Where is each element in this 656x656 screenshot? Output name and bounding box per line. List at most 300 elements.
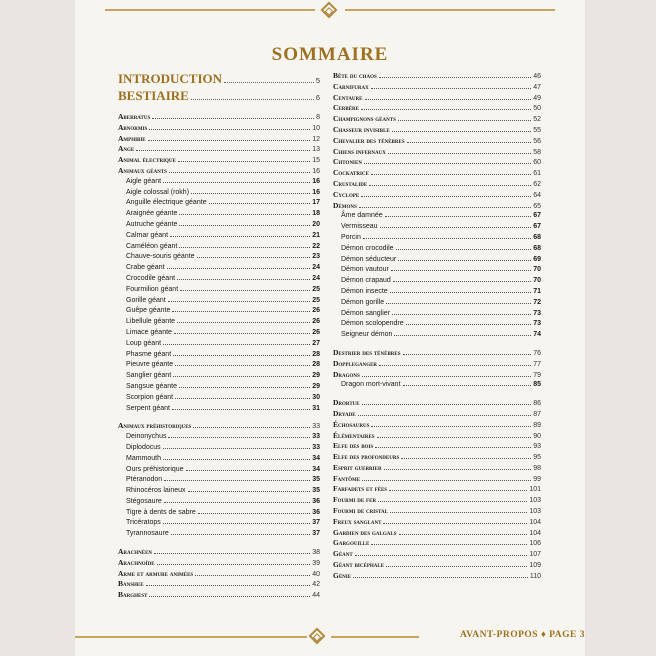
toc-subentry[interactable]	[118, 188, 320, 199]
toc-page-number: 69	[533, 255, 541, 263]
toc-entry-title: Vermisseau	[341, 223, 378, 231]
dot-leader	[209, 203, 311, 204]
top-rule-right	[345, 9, 555, 11]
dot-leader	[195, 575, 310, 576]
dot-leader	[363, 238, 531, 239]
toc-entry-title: Chevalier des ténèbres	[333, 135, 405, 145]
dot-leader	[178, 161, 310, 162]
dot-leader	[167, 268, 311, 269]
toc-entry-title: Pieuvre géante	[126, 361, 174, 369]
dot-leader	[371, 174, 531, 175]
toc-entry-title: Démon scolopendre	[341, 320, 404, 328]
document-page	[75, 0, 585, 656]
toc-page-number: 93	[533, 443, 541, 451]
toc-entry-title: Centaure	[333, 92, 363, 102]
dot-leader	[386, 566, 527, 567]
toc-page-number: 28	[312, 361, 320, 369]
toc-entry-title: Libellule géante	[126, 318, 176, 326]
toc-entry[interactable]	[333, 474, 541, 485]
toc-page-number: 86	[533, 400, 541, 408]
dot-leader	[175, 398, 310, 399]
toc-entry[interactable]	[333, 147, 541, 158]
dot-leader	[385, 216, 532, 217]
toc-entry-title: Élémentaires	[333, 430, 375, 440]
toc-page-number: 74	[533, 331, 541, 339]
toc-entry[interactable]	[333, 431, 541, 442]
toc-subentry[interactable]	[333, 222, 541, 233]
toc-page-number: 46	[533, 73, 541, 80]
dot-leader	[154, 553, 310, 554]
dot-leader	[375, 447, 531, 448]
toc-entry-title: Elfe des profondeurs	[333, 452, 400, 462]
toc-page-number: 64	[533, 191, 541, 199]
toc-entry[interactable]	[333, 370, 541, 381]
toc-gap	[333, 391, 541, 398]
toc-page-number: 65	[533, 202, 541, 210]
dot-leader	[392, 314, 531, 315]
dot-leader	[146, 585, 311, 586]
dot-leader	[179, 247, 310, 248]
toc-entry-title: Animaux préhistoriques	[118, 421, 192, 431]
toc-entry-title: Géant bicéphale	[333, 560, 385, 570]
toc-entry-title: Scorpion géant	[126, 393, 174, 401]
toc-page-number: 101	[529, 486, 541, 494]
toc-page-number: 89	[533, 421, 541, 429]
toc-subentry[interactable]	[333, 211, 541, 222]
toc-entry-title: Anguille électrique géante	[126, 199, 207, 207]
dot-leader	[198, 513, 310, 514]
toc-entry[interactable]	[118, 134, 320, 145]
toc-entry[interactable]	[333, 409, 541, 420]
toc-entry-title: Serpent géant	[126, 404, 170, 412]
toc-page-number: 12	[312, 135, 320, 143]
toc-subentry[interactable]	[118, 497, 320, 508]
toc-entry[interactable]	[333, 484, 541, 495]
dot-leader	[380, 227, 532, 228]
toc-page-number: 99	[533, 475, 541, 483]
toc-entry[interactable]	[333, 71, 541, 82]
toc-gap	[118, 105, 320, 112]
toc-subentry[interactable]	[333, 330, 541, 341]
toc-entry-title: Animaux géants	[118, 165, 167, 175]
dot-leader	[179, 214, 310, 215]
toc-subentry[interactable]	[333, 380, 541, 391]
toc-subentry[interactable]	[118, 198, 320, 209]
toc-subentry[interactable]	[118, 177, 320, 188]
toc-page-number: 56	[533, 137, 541, 145]
toc-page-number: 103	[529, 497, 541, 505]
bottom-rule-right	[331, 636, 419, 638]
dot-leader	[362, 480, 531, 481]
toc-page-number: 25	[312, 296, 320, 304]
toc-entry-title: Farfadets et fées	[333, 484, 388, 494]
toc-subentry[interactable]	[333, 276, 541, 287]
toc-entry[interactable]	[118, 569, 320, 580]
dot-leader	[186, 470, 311, 471]
toc-page-number: 36	[312, 508, 320, 516]
dot-leader	[359, 207, 531, 208]
dot-leader	[388, 153, 531, 154]
dot-leader	[393, 281, 531, 282]
dot-leader	[188, 491, 311, 492]
toc-page-number: 33	[312, 433, 320, 441]
toc-entry-title: Tricératops	[126, 519, 161, 527]
dot-leader	[362, 404, 532, 405]
toc-subentry[interactable]	[118, 465, 320, 476]
toc-entry-title: Échosaurus	[333, 419, 370, 429]
toc-entry[interactable]	[118, 166, 320, 177]
toc-entry-title: Génie	[333, 570, 352, 580]
dot-leader	[224, 82, 314, 83]
toc-subentry[interactable]	[118, 350, 320, 361]
toc-page-number: 16	[312, 188, 320, 196]
dot-leader	[191, 193, 310, 194]
toc-entry[interactable]	[118, 123, 320, 134]
toc-gap	[118, 414, 320, 421]
toc-subentry[interactable]	[118, 339, 320, 350]
toc-page-number: 20	[312, 220, 320, 228]
toc-entry-title: Barghest	[118, 590, 148, 600]
dot-leader	[148, 140, 311, 141]
toc-subentry[interactable]	[118, 360, 320, 371]
toc-subentry[interactable]	[118, 518, 320, 529]
toc-entry[interactable]	[333, 82, 541, 93]
dot-leader	[391, 270, 531, 271]
toc-entry-title: BESTIAIRE	[118, 88, 189, 103]
toc-page-number: 35	[312, 476, 320, 484]
dot-leader	[172, 311, 310, 312]
dot-leader	[371, 544, 527, 545]
toc-entry[interactable]	[333, 93, 541, 104]
toc-entry[interactable]	[333, 190, 541, 201]
toc-entry-title: Abnormis	[118, 122, 148, 132]
toc-subentry[interactable]	[333, 233, 541, 244]
dot-leader	[177, 279, 310, 280]
dot-leader	[358, 415, 532, 416]
bottom-ornament-icon	[309, 628, 326, 645]
toc-page-number: 109	[529, 562, 541, 570]
toc-entry[interactable]	[333, 495, 541, 506]
toc-page-number: 104	[529, 529, 541, 537]
toc-subentry[interactable]	[118, 454, 320, 465]
toc-page-number: 34	[312, 465, 320, 473]
dot-leader	[389, 490, 527, 491]
toc-subentry[interactable]	[118, 263, 320, 274]
toc-page-number: 50	[533, 105, 541, 113]
toc-page-number: 29	[312, 372, 320, 380]
toc-page-number: 37	[312, 530, 320, 538]
dot-leader	[173, 376, 310, 377]
toc-page-number: 47	[533, 83, 541, 91]
toc-page-number: 90	[533, 432, 541, 440]
toc-page-number: 28	[312, 350, 320, 358]
dot-leader	[396, 249, 532, 250]
toc-entry-title: Guêpe géante	[126, 307, 171, 315]
toc-entry-title: Démon séducteur	[341, 255, 397, 263]
dot-leader	[401, 458, 531, 459]
toc-entry-title: Chtonien	[333, 157, 362, 167]
toc-subentry[interactable]	[118, 443, 320, 454]
toc-page-number: 67	[533, 212, 541, 220]
toc-entry[interactable]	[333, 125, 541, 136]
toc-subentry[interactable]	[118, 220, 320, 231]
toc-entry[interactable]	[333, 114, 541, 125]
toc-page-number: 25	[312, 285, 320, 293]
dot-leader	[362, 376, 531, 377]
toc-page-number: 27	[312, 339, 320, 347]
toc-page-number: 26	[312, 328, 320, 336]
dot-leader	[386, 303, 531, 304]
toc-entry-title: Sangsue géante	[126, 382, 177, 390]
dot-leader	[383, 523, 527, 524]
dot-leader	[149, 596, 310, 597]
toc-entry[interactable]	[333, 517, 541, 528]
toc-entry-title: Dryade	[333, 408, 356, 418]
toc-subentry[interactable]	[118, 306, 320, 317]
dot-leader	[364, 163, 531, 164]
toc-entry[interactable]	[118, 144, 320, 155]
bottom-rule-left	[75, 636, 307, 638]
toc-entry-title: Gardien des galgals	[333, 527, 397, 537]
toc-entry-title: Diplodocus	[126, 443, 161, 451]
toc-entry-title: Arachnéen	[118, 547, 153, 557]
dot-leader	[175, 365, 310, 366]
dot-leader	[174, 333, 310, 334]
toc-page-number: 71	[533, 287, 541, 295]
toc-entry-title: Porcin	[341, 233, 361, 241]
toc-entry[interactable]	[333, 528, 541, 539]
toc-page-number: 26	[312, 307, 320, 315]
toc-entry-title: Ours préhistorique	[126, 465, 184, 473]
dot-leader	[170, 236, 310, 237]
toc-entry[interactable]	[333, 398, 541, 409]
toc-subentry[interactable]	[118, 393, 320, 404]
toc-entry[interactable]	[333, 136, 541, 147]
toc-entry-title: Démon gorille	[341, 298, 385, 306]
toc-page-number: 18	[312, 210, 320, 218]
toc-page-number: 13	[312, 146, 320, 154]
toc-entry-title: Crustalide	[333, 178, 368, 188]
toc-subentry[interactable]	[118, 209, 320, 220]
toc-subentry[interactable]	[118, 529, 320, 540]
toc-page-number: 62	[533, 180, 541, 188]
toc-page-number: 106	[529, 540, 541, 548]
toc-entry[interactable]	[333, 560, 541, 571]
toc-entry-title: Démon insecte	[341, 287, 388, 295]
toc-gap	[118, 540, 320, 547]
toc-subentry[interactable]	[118, 508, 320, 519]
toc-entry-title: Mammouth	[126, 454, 162, 462]
toc-entry[interactable]	[333, 452, 541, 463]
toc-section-heading[interactable]	[118, 71, 320, 88]
toc-entry-title: Bête du chaos	[333, 71, 377, 80]
toc-entry-title: Phasme géant	[126, 350, 172, 358]
toc-entry-title: Arme et armure animées	[118, 568, 194, 578]
toc-subentry[interactable]	[333, 298, 541, 309]
toc-subentry[interactable]	[333, 319, 541, 330]
toc-subentry[interactable]	[118, 231, 320, 242]
toc-entry-title: Fourmi de fer	[333, 495, 377, 505]
toc-entry-title: Aberratus	[118, 112, 151, 121]
toc-page-number: 36	[312, 497, 320, 505]
toc-entry[interactable]	[333, 168, 541, 179]
dot-leader	[163, 344, 310, 345]
dot-leader	[163, 459, 310, 460]
toc-page-number: 107	[529, 551, 541, 559]
toc-entry-title: Crocodile géant	[126, 274, 176, 282]
toc-page-number: 77	[533, 360, 541, 368]
toc-entry[interactable]	[333, 348, 541, 359]
dot-leader	[168, 301, 311, 302]
toc-subentry[interactable]	[118, 432, 320, 443]
toc-entry[interactable]	[333, 201, 541, 212]
toc-entry-title: Fourmi de cristal	[333, 506, 388, 516]
toc-page-number: 8	[316, 114, 320, 121]
toc-entry[interactable]	[118, 590, 320, 601]
toc-entry[interactable]	[333, 179, 541, 190]
toc-subentry[interactable]	[333, 244, 541, 255]
toc-subentry[interactable]	[118, 328, 320, 339]
toc-entry-title: Freux sanglant	[333, 516, 382, 526]
toc-entry-title: Gorille géant	[126, 296, 166, 304]
toc-entry[interactable]	[333, 538, 541, 549]
toc-section-heading[interactable]	[118, 88, 320, 105]
toc-subentry[interactable]	[333, 255, 541, 266]
toc-page-number: 33	[312, 443, 320, 451]
toc-page-number: 67	[533, 223, 541, 231]
dot-leader	[164, 502, 310, 503]
toc-entry-title: Dragons	[333, 369, 360, 379]
toc-entry-title: Aigle géant	[126, 177, 162, 185]
toc-entry-title: Chauve-souris géante	[126, 253, 195, 261]
toc-page-number: 87	[533, 410, 541, 418]
toc-page-number: 17	[312, 199, 320, 207]
toc-subentry[interactable]	[118, 382, 320, 393]
toc-page-number: 40	[312, 570, 320, 578]
toc-subentry[interactable]	[118, 404, 320, 415]
toc-entry-title: Sanglier géant	[126, 372, 172, 380]
toc-entry[interactable]	[118, 558, 320, 569]
toc-entry[interactable]	[118, 421, 320, 432]
dot-leader	[197, 257, 311, 258]
toc-page-number: 98	[533, 464, 541, 472]
toc-subentry[interactable]	[118, 285, 320, 296]
toc-subentry[interactable]	[118, 252, 320, 263]
toc-entry-title: Deinonychus	[126, 433, 167, 441]
toc-page-number: 72	[533, 298, 541, 306]
toc-subentry[interactable]	[118, 486, 320, 497]
toc-page-number: 5	[315, 76, 320, 85]
dot-leader	[173, 355, 310, 356]
toc-entry-title: Araignée géante	[126, 210, 178, 218]
dot-leader	[398, 120, 531, 121]
toc-entry-title: Loup géant	[126, 339, 162, 347]
toc-entry[interactable]	[333, 103, 541, 114]
toc-entry-title: Fourmilion géant	[126, 285, 179, 293]
toc-entry[interactable]	[333, 506, 541, 517]
toc-entry[interactable]	[333, 549, 541, 560]
toc-entry-title: Champignons géants	[333, 114, 396, 124]
dot-leader	[379, 77, 531, 78]
dot-leader	[361, 109, 531, 110]
toc-entry-title: Drortue	[333, 398, 360, 408]
page-footer: AVANT-PROPOS ♦ PAGE 3	[459, 630, 585, 640]
toc-entry[interactable]	[118, 155, 320, 166]
dot-leader	[378, 501, 527, 502]
toc-entry[interactable]	[333, 463, 541, 474]
toc-page-number: 24	[312, 264, 320, 272]
toc-subentry[interactable]	[118, 296, 320, 307]
dot-leader	[371, 88, 532, 89]
page-title: SOMMAIRE	[271, 44, 389, 65]
toc-entry[interactable]	[118, 112, 320, 123]
toc-entry-title: Esprit guerrier	[333, 462, 382, 472]
toc-subentry[interactable]	[333, 287, 541, 298]
dot-leader	[384, 469, 532, 470]
toc-entry-title: Rhinocéros laineux	[126, 487, 186, 495]
toc-entry-title: Cyclope	[333, 189, 360, 199]
toc-entry[interactable]	[333, 571, 541, 582]
toc-page-number: 110	[529, 572, 541, 580]
toc-entry[interactable]	[333, 157, 541, 168]
dot-leader	[179, 225, 310, 226]
toc-entry[interactable]	[333, 420, 541, 431]
toc-page-number: 16	[312, 177, 320, 185]
toc-entry-title: Dragon mort-vivant	[341, 381, 401, 389]
toc-subentry[interactable]	[118, 242, 320, 253]
toc-page-number: 73	[533, 320, 541, 328]
dot-leader	[353, 577, 528, 578]
dot-leader	[163, 182, 310, 183]
toc-subentry[interactable]	[118, 274, 320, 285]
toc-page-number: 35	[312, 487, 320, 495]
toc-entry[interactable]	[333, 359, 541, 370]
toc-entry-title: Seigneur démon	[341, 331, 393, 339]
toc-entry-title: Géant	[333, 549, 353, 559]
toc-subentry[interactable]	[118, 475, 320, 486]
toc-page-number: 39	[312, 559, 320, 567]
toc-subentry[interactable]	[333, 265, 541, 276]
toc-entry[interactable]	[118, 579, 320, 590]
toc-page-number: 68	[533, 233, 541, 241]
toc-subentry[interactable]	[333, 309, 541, 320]
dot-leader	[136, 150, 310, 151]
toc-page-number: 42	[312, 581, 320, 589]
toc-entry-title: Cerbère	[333, 103, 359, 113]
toc-page-number: 103	[529, 508, 541, 516]
toc-entry-title: Destrier des ténèbres	[333, 347, 401, 357]
dot-leader	[177, 322, 310, 323]
toc-entry-title: Chasseur invisible	[333, 124, 390, 134]
toc-page-number: 73	[533, 309, 541, 317]
toc-entry-title: Fantôme	[333, 473, 361, 483]
toc-entry[interactable]	[118, 547, 320, 558]
toc-subentry[interactable]	[118, 371, 320, 382]
dot-leader	[377, 437, 532, 438]
toc-entry[interactable]	[333, 441, 541, 452]
toc-entry-title: Chiens infernaux	[333, 146, 386, 156]
toc-subentry[interactable]	[118, 317, 320, 328]
toc-entry-title: Âme damnée	[341, 212, 383, 220]
toc-page-number: 52	[533, 116, 541, 124]
dot-leader	[179, 387, 310, 388]
toc-entry-title: Ptéranodon	[126, 476, 163, 484]
toc-page-number: 37	[312, 519, 320, 527]
dot-leader	[163, 448, 311, 449]
toc-page-number: 38	[312, 549, 320, 557]
toc-entry-title: Démon crapaud	[341, 277, 391, 285]
toc-entry-title: Tyrannosaure	[126, 530, 169, 538]
